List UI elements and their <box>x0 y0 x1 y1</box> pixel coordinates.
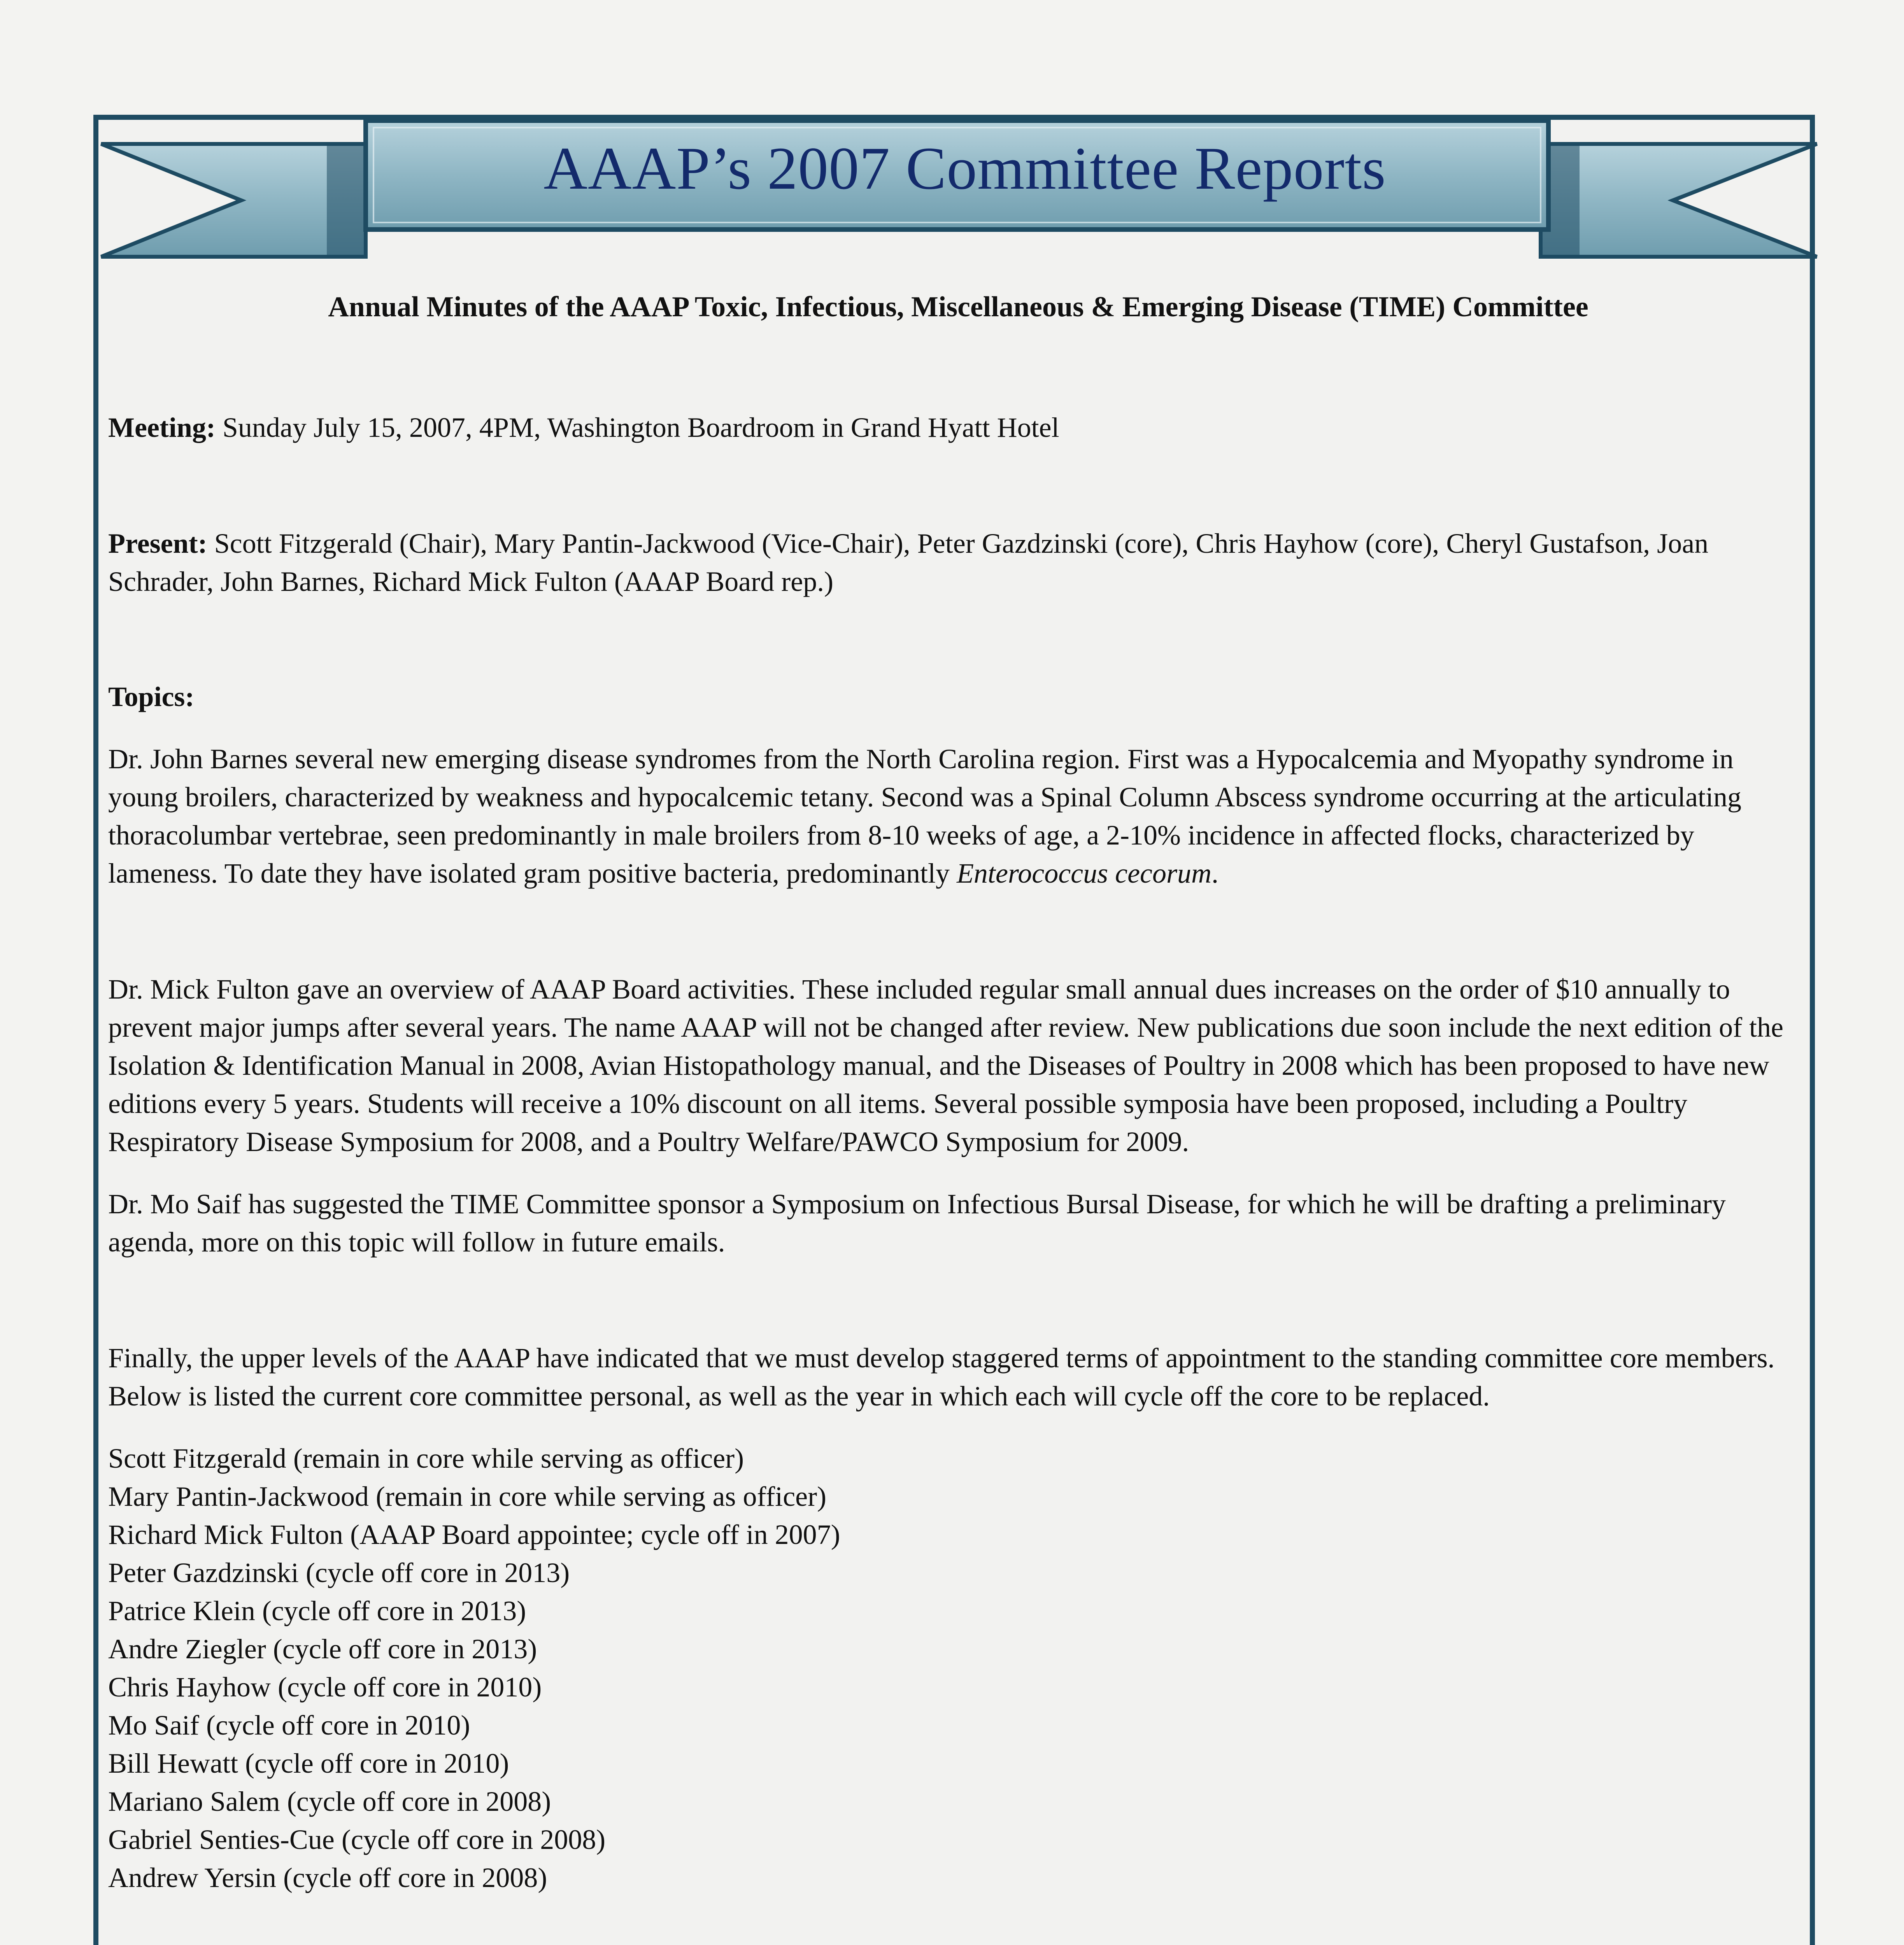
barnes-species: Enterococcus cecorum <box>956 858 1212 889</box>
list-item: Bill Hewatt (cycle off core in 2010) <box>108 1748 509 1779</box>
present-line <box>108 524 1808 601</box>
list-item: Mary Pantin-Jackwood (remain in core while serving as officer) <box>108 1481 827 1512</box>
topics-heading: Topics: <box>108 681 195 712</box>
meeting-text: Sunday July 15, 2007, 4PM, Washington Boardroom in Grand Hyatt Hotel <box>215 412 1059 443</box>
list-item: Mariano Salem (cycle off core in 2008) <box>108 1786 551 1817</box>
list-item: Peter Gazdzinski (cycle off core in 2013) <box>108 1557 570 1588</box>
barnes-paragraph <box>108 740 1808 892</box>
core-member-list <box>108 1439 1808 1897</box>
finally-paragraph: Finally, the upper levels of the AAAP have indicated that we must develop staggered terms of appointment to the standing committee core members. Below is listed the current core committee personal, as well as the year in which each will cycle off the core to be replaced. <box>108 1342 1775 1412</box>
banner-title: AAAP’s 2007 Committee Reports <box>543 135 1386 202</box>
list-item: Andre Ziegler (cycle off core in 2013) <box>108 1633 537 1665</box>
present-text: Scott Fitzgerald (Chair), Mary Pantin-Jackwood (Vice-Chair), Peter Gazdzinski (core), Chris Hayhow (core), Cheryl Gustafson, Joan Schrader, John Barnes, Richard Mick Fulton (AAAP Board rep.) <box>108 528 1709 597</box>
barnes-end: . <box>1211 858 1219 889</box>
document-title: Annual Minutes of the AAAP Toxic, Infectious, Miscellaneous & Emerging Disease (TIME) Committee <box>328 291 1588 323</box>
list-item: Chris Hayhow (cycle off core in 2010) <box>108 1672 542 1703</box>
fulton-paragraph: Dr. Mick Fulton gave an overview of AAAP Board activities. These included regular small annual dues increases on the order of $10 annually to prevent major jumps after several years. The name AAAP will not be changed after review. New publications due soon include the next edition of the Isolation & Identification Manual in 2008, Avian Histopathology manual, and the Diseases of Poultry in 2008 which has been proposed to have new editions every 5 years. Students will receive a 10% discount on all items. Several possible symposia have been proposed, including a Poultry Respiratory Disease Symposium for 2008, and a Poultry Welfare/PAWCO Symposium for 2009. <box>108 974 1784 1157</box>
list-item: Richard Mick Fulton (AAAP Board appointee; cycle off in 2007) <box>108 1519 840 1550</box>
document-body <box>108 288 1808 1945</box>
list-item: Scott Fitzgerald (remain in core while serving as officer) <box>108 1443 744 1474</box>
meeting-label: Meeting: <box>108 412 216 443</box>
list-item: Mo Saif (cycle off core in 2010) <box>108 1710 470 1741</box>
list-item: Gabriel Senties-Cue (cycle off core in 2008) <box>108 1824 606 1855</box>
saif-paragraph: Dr. Mo Saif has suggested the TIME Committee sponsor a Symposium on Infectious Bursal Disease, for which he will be drafting a preliminary agenda, more on this topic will follow in future emails. <box>108 1188 1726 1258</box>
meeting-line <box>108 408 1808 447</box>
present-label: Present: <box>108 528 207 559</box>
list-item: Andrew Yersin (cycle off core in 2008) <box>108 1862 547 1893</box>
list-item: Patrice Klein (cycle off core in 2013) <box>108 1595 526 1626</box>
barnes-text: Dr. John Barnes several new emerging disease syndromes from the North Carolina region. First was a Hypocalcemia and Myopathy syndrome in young broilers, characterized by weakness and hypocalcemic tetany. Second was a Spinal Column Abscess syndrome occurring at the articulating thoracolumbar vertebrae, seen predominantly in male broilers from 8-10 weeks of age, a 2-10% incidence in affected flocks, characterized by lameness. To date they have isolated gram positive bacteria, predominantly <box>108 743 1742 889</box>
